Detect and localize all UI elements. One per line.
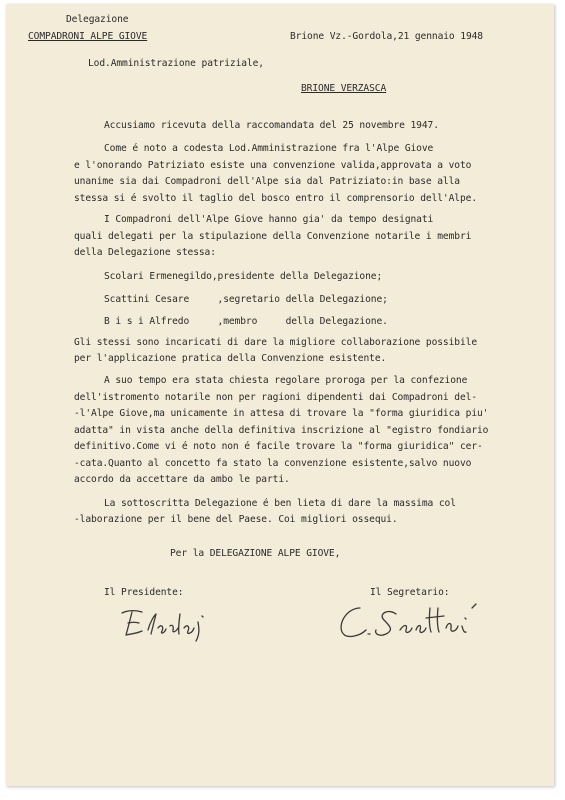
body-line: accordo da accettare da ambo le parti. xyxy=(74,474,290,485)
body-line: adatta" in vista anche della definitiva inscrizione al "egistro fondiario xyxy=(74,425,489,436)
secretary-label: Il Segretario: xyxy=(370,587,450,598)
body-line: per l'applicazione pratica della Convenzione esistente. xyxy=(74,353,387,364)
body-line: della Delegazione stessa: xyxy=(74,247,216,258)
body-line: I Compadroni dell'Alpe Giove hanno gia' da tempo designati xyxy=(104,214,434,225)
secretary-signature xyxy=(334,600,494,644)
delegate-line: Scolari Ermenegildo,presidente della Delegazione; xyxy=(104,271,383,282)
recipient-place: BRIONE VERZASCA xyxy=(301,83,387,94)
body-line: stessa si é svolto il taglio del bosco entro il comprensorio dell'Alpe. xyxy=(74,193,477,204)
body-line: La sottoscritta Delegazione é ben lieta di dare la massima col xyxy=(104,498,456,509)
recipient: Lod.Amministrazione patriziale, xyxy=(88,58,264,69)
body-line: quali delegati per la stipulazione della Convenzione notarile i membri xyxy=(74,231,472,242)
president-label: Il Presidente: xyxy=(104,587,184,598)
president-signature xyxy=(118,604,210,644)
delegate-line: Scattini Cesare ,segretario della Delegazione; xyxy=(104,294,388,305)
body-line: A suo tempo era stata chiesta regolare proroga per la confezione xyxy=(104,375,468,386)
body-line: -l'Alpe Giove,ma unicamente in attesa di trovare la "forma giuridica piu' xyxy=(74,408,489,419)
body-line: dell'istromento notarile non per ragioni dipendenti dai Compadroni del- xyxy=(74,392,477,403)
closing-line: Per la DELEGAZIONE ALPE GIOVE, xyxy=(170,548,341,559)
body-line: unanime sia dai Compadroni dell'Alpe sia dal Patriziato:in base alla xyxy=(74,176,460,187)
sender-name: Delegazione xyxy=(66,14,129,25)
body-line: definitivo.Come vi é noto non é facile trovare la "forma giuridica" cer- xyxy=(74,441,483,452)
body-line: Come é noto a codesta Lod.Amministrazione fra l'Alpe Giove xyxy=(104,143,434,154)
delegate-line: B i s i Alfredo ,membro della Delegazione. xyxy=(104,316,388,327)
body-line: -cata.Quanto al concetto fa stato la convenzione esistente,salvo nuovo xyxy=(74,458,472,469)
place-date: Brione Vz.-Gordola,21 gennaio 1948 xyxy=(290,31,483,42)
body-line: -laborazione per il bene del Paese. Coi migliori ossequi. xyxy=(74,514,398,525)
body-line: e l'onorando Patriziato esiste una convenzione valida,approvata a voto xyxy=(74,160,472,171)
body-line: Gli stessi sono incaricati di dare la migliore collaborazione possibile xyxy=(74,337,477,348)
body-line: Accusiamo ricevuta della raccomandata del 25 novembre 1947. xyxy=(104,120,439,131)
sender-organization: COMPADRONI ALPE GIOVE xyxy=(28,31,148,42)
